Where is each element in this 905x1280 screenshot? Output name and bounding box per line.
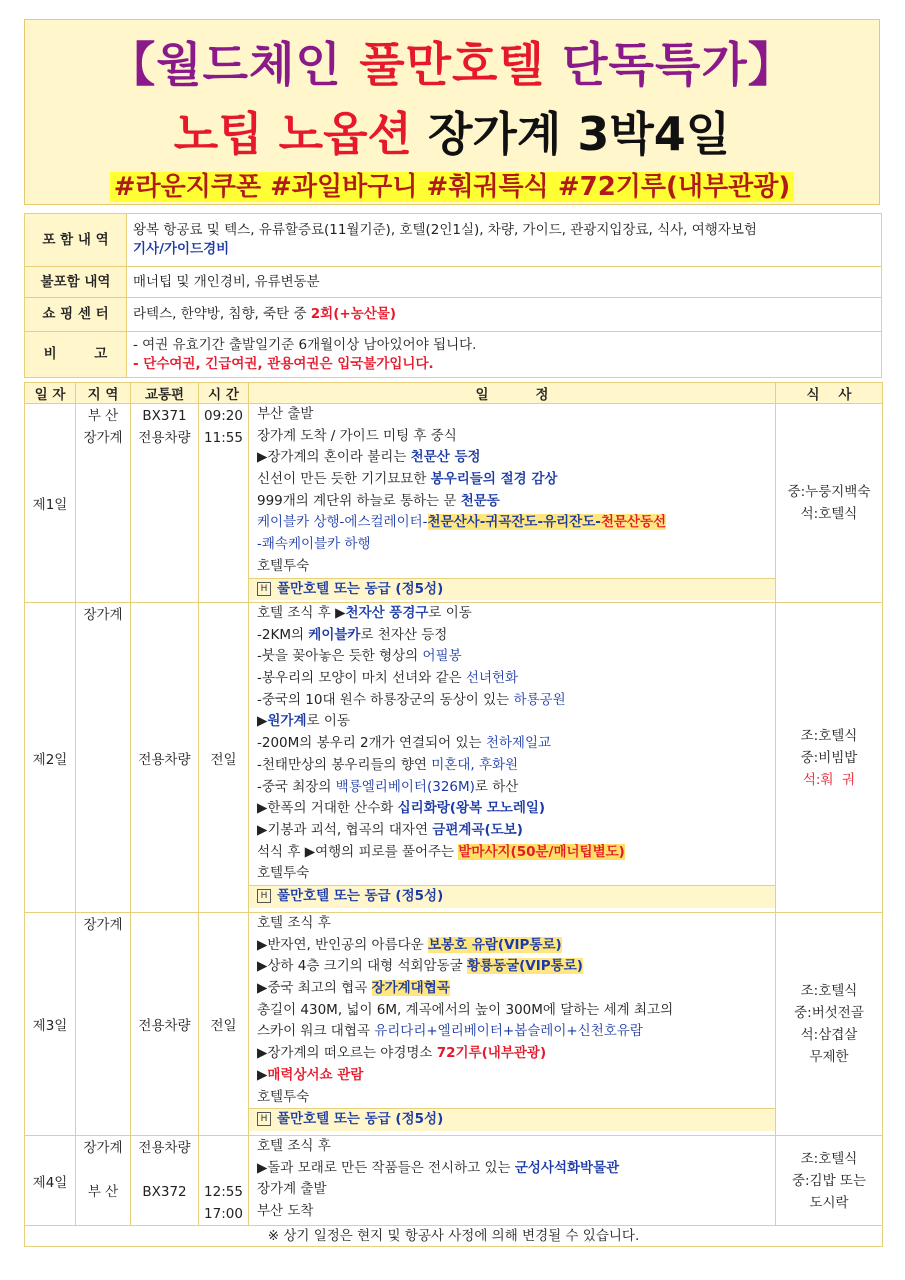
day2-time: 전일 <box>199 603 249 913</box>
day4-meal: 조:호텔식 중:김밥 또는 도시락 <box>776 1136 883 1226</box>
info-table <box>24 213 882 378</box>
included-label: 포 함 내 역 <box>25 214 127 267</box>
header-meal: 식 사 <box>776 383 883 404</box>
hashtag-line: #라운지쿠폰 #과일바구니 #훠궈특식 #72기루(내부관광) <box>25 166 879 203</box>
title-line-1: 【월드체인 풀만호텔 단독특가】 <box>108 38 796 93</box>
day4-region: 장가계 부 산 <box>76 1136 131 1226</box>
day2-meal: 조:호텔식 중:비빔밥 석:훠 궈 <box>776 603 883 913</box>
day1-row <box>25 404 883 603</box>
excluded-label: 불포함 내역 <box>25 267 127 298</box>
schedule-table <box>24 382 883 1247</box>
day2-transport: 전용차량 <box>131 603 199 913</box>
included-value: 왕복 항공료 및 텍스, 유류할증료(11월기준), 호텔(2인1실), 차량, 가이드, 관광지입장료, 식사, 여행자보험 기사/가이드경비 <box>127 214 882 267</box>
day3-meal: 조:호텔식 중:버섯전골 석:삼겹살 무제한 <box>776 913 883 1136</box>
day3-hotel: H 풀만호텔 또는 동급 (정5성) <box>249 1108 775 1131</box>
remark-label: 비 고 <box>25 332 127 378</box>
day4-transport: 전용차량 BX372 <box>131 1136 199 1226</box>
hotel-h-icon: H <box>257 1112 271 1126</box>
day3-region: 장가계 <box>76 913 131 1136</box>
remark-value: - 여권 유효기간 출발일기준 6개월이상 남아있어야 됩니다. - 단수여권, 긴급여권, 관용여권은 입국불가입니다. <box>127 332 882 378</box>
hotel-h-icon: H <box>257 889 271 903</box>
day1-transport: BX371 전용차량 <box>131 404 199 603</box>
day4-label: 제4일 <box>25 1136 76 1226</box>
title-banner <box>24 19 880 205</box>
day3-transport: 전용차량 <box>131 913 199 1136</box>
header-region: 지 역 <box>76 383 131 404</box>
day2-region: 장가계 <box>76 603 131 913</box>
header-date: 일 자 <box>25 383 76 404</box>
day1-label: 제1일 <box>25 404 76 603</box>
day1-meal: 중:누룽지백숙 석:호텔식 <box>776 404 883 603</box>
day1-region: 부 산 장가계 <box>76 404 131 603</box>
shopping-label: 쇼 핑 센 터 <box>25 298 127 332</box>
day4-time: 12:55 17:00 <box>199 1136 249 1226</box>
day2-label: 제2일 <box>25 603 76 913</box>
hotel-h-icon: H <box>257 582 271 596</box>
footer-note: ※ 상기 일정은 현지 및 항공사 사정에 의해 변경될 수 있습니다. <box>25 1226 883 1247</box>
day4-itinerary: 호텔 조식 후 ▶돌과 모래로 만든 작품들은 전시하고 있는 군성사석화박물관 장가계 출발 부산 도착 <box>249 1136 776 1226</box>
day3-row <box>25 913 883 1136</box>
day3-time: 전일 <box>199 913 249 1136</box>
header-time: 시 간 <box>199 383 249 404</box>
header-transport: 교통편 <box>131 383 199 404</box>
shopping-value: 라텍스, 한약방, 침향, 죽탄 중 2회(+농산물) <box>127 298 882 332</box>
day2-itinerary: 호텔 조식 후 ▶천자산 풍경구로 이동 -2KM의 케이블카로 천자산 등정 -붓을 꽂아놓은 듯한 형상의 어필봉 -봉우리의 모양이 마치 선녀와 같은 선녀헌화 -중국의 10대 원수 하룡장군의 동상이 있는 하룡공원 ▶원가계로 이동 -200M의 봉우리 2개가 연결되어 있는 천하제일교 -천태만상의 봉우리들의 향연 미혼대, 후화원 -중국 최장의 백룡엘리베이터(326M)로 하산 ▶한폭의 거대한 산수화 십리화랑(왕복 모노레일) ▶기봉과 괴석, 협곡의 대자연 금편계곡(도보) 석식 후 ▶여행의 피로를 풀어주는 발마사지(50분/매너팁별도) 호텔투숙 H 풀만호텔 또는 동급 (정5성) <box>249 603 776 913</box>
day4-row <box>25 1136 883 1226</box>
day1-itinerary: 부산 출발 장가계 도착 / 가이드 미팅 후 중식 ▶장가계의 혼이라 불리는 천문산 등정 신선이 만든 듯한 기기묘묘한 봉우리들의 절경 감상 999개의 계단위 하늘로 통하는 문 천문동 케이블카 상행-에스컬레이터-천문산사-귀곡잔도-유리잔도-천문산동선 -쾌속케이블카 하행 호텔투숙 H 풀만호텔 또는 동급 (정5성) <box>249 404 776 603</box>
day2-row <box>25 603 883 913</box>
day2-hotel: H 풀만호텔 또는 동급 (정5성) <box>249 885 775 908</box>
day3-itinerary: 호텔 조식 후 ▶반자연, 반인공의 아름다운 보봉호 유람(VIP통로) ▶상하 4층 크기의 대형 석회암동굴 황룡동굴(VIP통로) ▶중국 최고의 협곡 장가계대협곡 총길이 430M, 넓이 6M, 계곡에서의 높이 300M에 달하는 세계 최고의 스카이 워크 대협곡 유리다리+엘리베이터+봅슬레이+신천호유람 ▶장가계의 떠오르는 야경명소 72기루(내부관광) ▶매력상서쇼 관람 호텔투숙 H 풀만호텔 또는 동급 (정5성) <box>249 913 776 1136</box>
excluded-value: 매너팁 및 개인경비, 유류변동분 <box>127 267 882 298</box>
day1-hotel: H 풀만호텔 또는 동급 (정5성) <box>249 578 775 601</box>
title-line-2: 노팁 노옵션 장가계 3박4일 <box>173 107 731 161</box>
day1-time: 09:20 11:55 <box>199 404 249 603</box>
day3-label: 제3일 <box>25 913 76 1136</box>
header-itinerary: 일 정 <box>249 383 776 404</box>
